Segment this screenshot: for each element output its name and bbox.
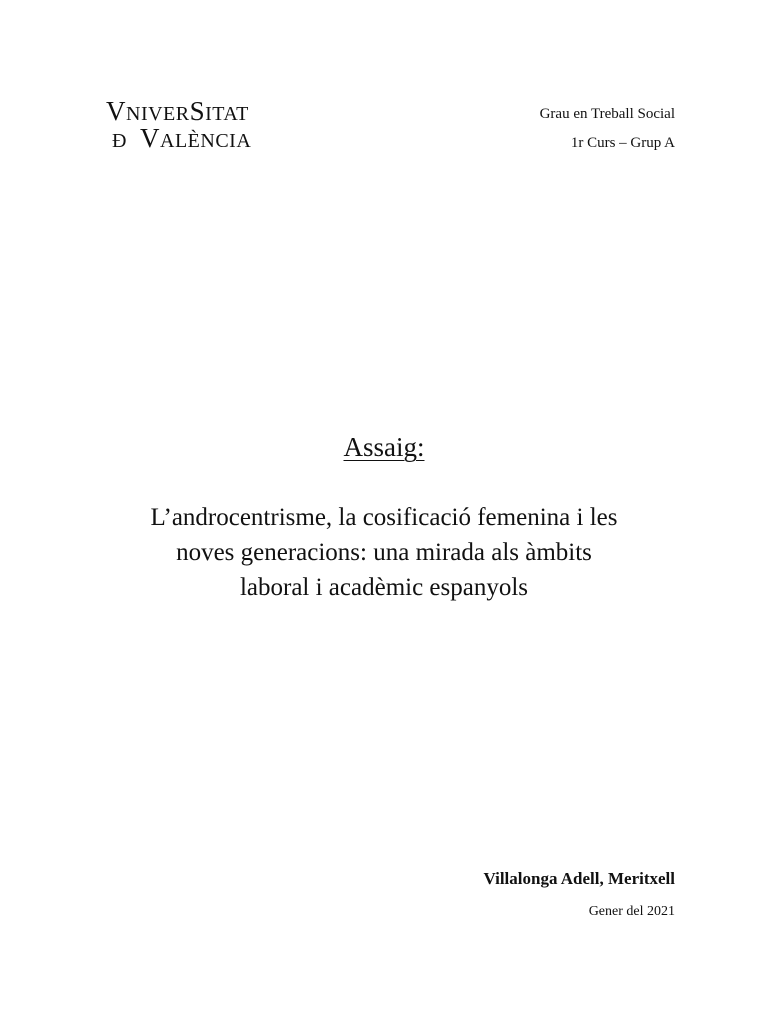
essay-title xyxy=(84,500,684,605)
author-name: Villalonga Adell, Meritxell xyxy=(483,869,675,888)
course-info xyxy=(540,100,675,158)
degree-name: Grau en Treball Social xyxy=(539,106,675,122)
submission-date: Gener del 2021 xyxy=(588,904,675,919)
svg-text:VALÈNCIA: VALÈNCIA xyxy=(140,123,252,153)
title-line-1: L’androcentrisme, la cosificació femenina i les xyxy=(150,504,618,531)
university-logo xyxy=(106,96,286,156)
svg-text:Ð: Ð xyxy=(112,130,127,152)
essay-label: Assaig: xyxy=(343,432,425,462)
title-line-2: noves generacions: una mirada als àmbits xyxy=(176,539,592,566)
svg-text:VNIVERSITAT: VNIVERSITAT xyxy=(106,96,249,126)
title-line-3: laboral i acadèmic espanyols xyxy=(239,574,529,601)
course-group: 1r Curs – Grup A xyxy=(570,135,675,151)
